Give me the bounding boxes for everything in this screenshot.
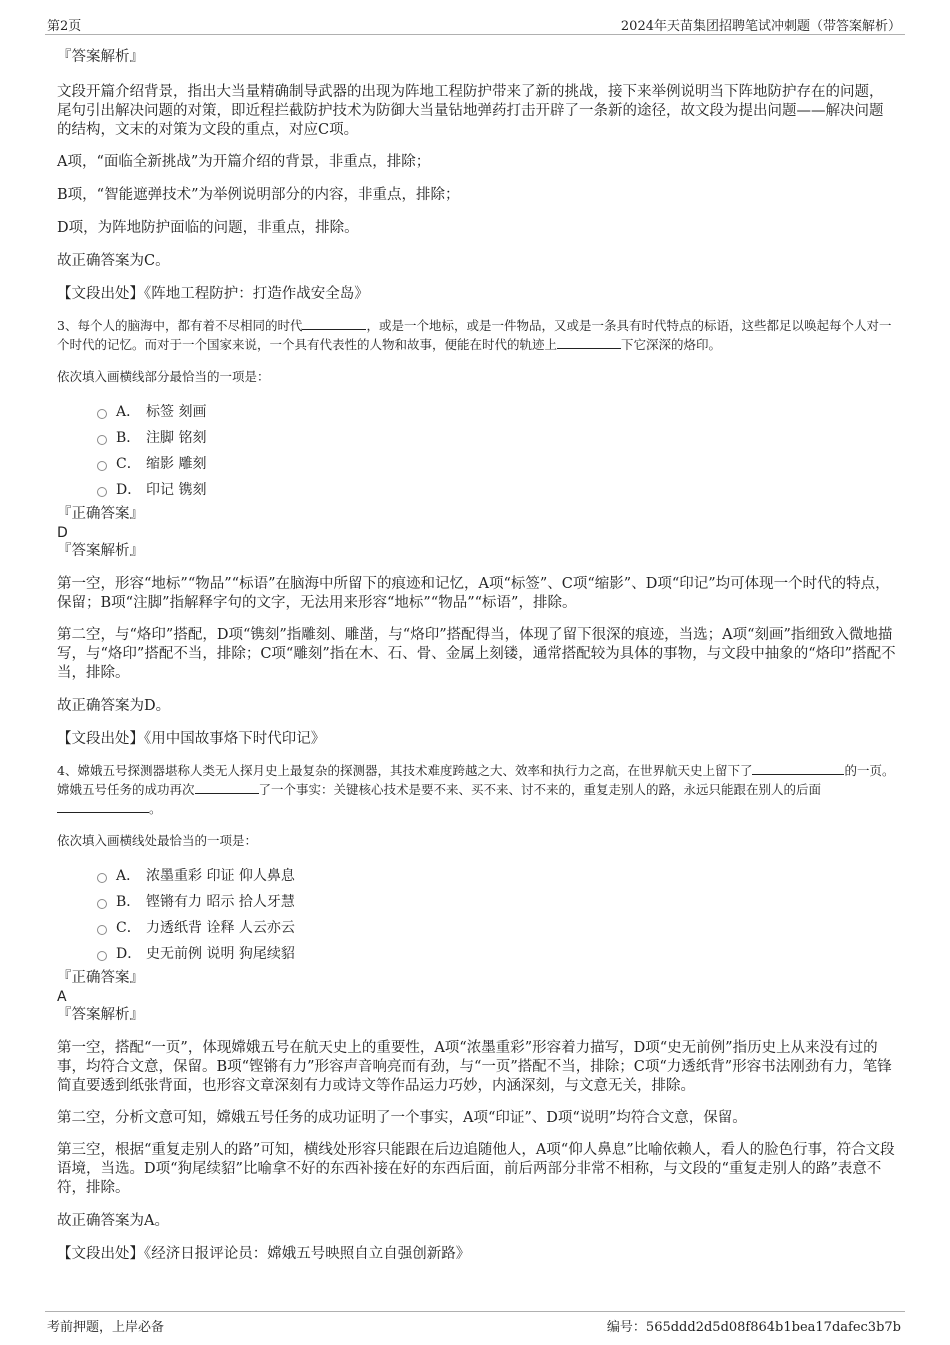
analysis-paragraph: D项，为阵地防护面临的问题，非重点，排除。 (57, 220, 359, 236)
document-title: 2024年天苗集团招聘笔试冲刺题（带答案解析） (620, 19, 901, 34)
radio-icon[interactable] (97, 951, 107, 961)
radio-icon[interactable] (97, 873, 107, 883)
analysis-paragraph: 文段开篇介绍背景，指出大当量精确制导武器的出现为阵地工程防护带来了新的挑战，接下来举例说明当下阵地防护存在的问题，尾句引出解决问题的对策，即近程拦截防护技术为防御大当量钻地弹药打击开辟了一条新的途径，故文段为提出问题——解决问题的结构，文末的对策为文段的重点，对应C项。 (57, 84, 884, 138)
footer-slogan: 考前押题，上岸必备 (47, 1320, 165, 1335)
document-content (57, 44, 897, 1264)
source-citation: 【文段出处】《用中国故事烙下时代印记》 (57, 731, 326, 747)
fill-blank (557, 336, 621, 349)
option-a[interactable]: A． 标签 刻画 (57, 398, 897, 424)
analysis-paragraph: 第一空，形容“地标”“物品”“标语”在脑海中所留下的痕迹和记忆，A项“标签”、C项“缩影”、D项“印记”均可体现一个时代的特点，保留；B项“注脚”指解释字句的文字，无法用来形容“地标”“物品”“标语”，排除。 (57, 576, 890, 611)
correct-answer-label: 『正确答案』 (57, 506, 144, 522)
option-c[interactable]: C． 缩影 雕刻 (57, 450, 897, 476)
page-footer (45, 1311, 905, 1334)
document-code: 编号：565ddd2d5d08f864b1bea17dafec3b7b (606, 1320, 901, 1335)
page-number: 第2页 (47, 19, 82, 34)
option-d[interactable]: D． 印记 镌刻 (57, 476, 897, 502)
question-3-stem: 3、每个人的脑海中，都有着不尽相同的时代 ，或是一个地标，或是一件物品，又或是一条具有时代特点的标语，这些都足以唤起每个人对一个时代的记忆。而对于一个国家来说，一个具有代表性的人物和故事，便能在时代的轨迹上 下它深深的烙印。 (57, 318, 892, 352)
question-4-options (57, 862, 897, 966)
analysis-label: 『答案解析』 (57, 543, 144, 559)
question-3-prompt: 依次填入画横线部分最恰当的一项是： (57, 369, 270, 384)
fill-blank (195, 781, 259, 794)
question-4-prompt: 依次填入画横线处最恰当的一项是： (57, 833, 258, 848)
analysis-paragraph: B项，“智能遮弹技术”为举例说明部分的内容，非重点，排除； (57, 187, 460, 203)
fill-blank (57, 800, 149, 813)
analysis-paragraph: 第三空，根据“重复走别人的路”可知，横线处形容只能跟在后边追随他人，A项“仰人鼻息”比喻依赖人，看人的脸色行事，符合文段语境，当选。D项“狗尾续貂”比喻拿不好的东西补接在好的东西后面，前后两部分非常不相称，与文段的“重复走别人的路”表意不符，排除。 (57, 1142, 895, 1196)
option-c[interactable]: C． 力透纸背 诠释 人云亦云 (57, 914, 897, 940)
fill-blank (302, 317, 366, 330)
correct-answer: D (57, 525, 68, 541)
page-header (45, 12, 905, 35)
question-3-options (57, 398, 897, 502)
correct-answer-label: 『正确答案』 (57, 970, 144, 986)
answer-conclusion: 故正确答案为A。 (57, 1213, 169, 1229)
analysis-paragraph: A项，“面临全新挑战”为开篇介绍的背景，非重点，排除； (57, 154, 431, 170)
radio-icon[interactable] (97, 925, 107, 935)
source-citation: 【文段出处】《经济日报评论员：嫦娥五号映照自立自强创新路》 (57, 1246, 471, 1262)
correct-answer: A (57, 989, 67, 1005)
analysis-paragraph: 第二空，分析文意可知，嫦娥五号任务的成功证明了一个事实，A项“印证”、D项“说明”均符合文意，保留。 (57, 1110, 747, 1126)
source-citation: 【文段出处】《阵地工程防护：打造作战安全岛》 (57, 286, 369, 302)
answer-conclusion: 故正确答案为D。 (57, 698, 171, 714)
answer-conclusion: 故正确答案为C。 (57, 253, 170, 269)
option-a[interactable]: A． 浓墨重彩 印证 仰人鼻息 (57, 862, 897, 888)
analysis-paragraph: 第二空，与“烙印”搭配，D项“镌刻”指雕刻、雕凿，与“烙印”搭配得当，体现了留下很深的痕迹，当选；A项“刻画”指细致入微地描写，与“烙印”搭配不当，排除；C项“雕刻”指在木、石、骨、金属上刻镂，通常搭配较为具体的事物，与文段中抽象的“烙印”搭配不当，排除。 (57, 627, 896, 681)
analysis-paragraph: 第一空，搭配“一页”，体现嫦娥五号在航天史上的重要性，A项“浓墨重彩”形容着力描写，D项“史无前例”指历史上从来没有过的事，均符合文意，保留。B项“铿锵有力”形容声音响亮而有劲，与“一页”搭配不当，排除；C项“力透纸背”形容书法刚劲有力，笔锋简直要透到纸张背面，也形容文章深刻有力或诗文等作品运力巧妙，内涵深刻，与文意无关，排除。 (57, 1040, 892, 1094)
fill-blank (752, 762, 844, 775)
option-d[interactable]: D． 史无前例 说明 狗尾续貂 (57, 940, 897, 966)
analysis-label: 『答案解析』 (57, 49, 144, 65)
question-4-stem: 4、嫦娥五号探测器堪称人类无人探月史上最复杂的探测器，其技术难度跨越之大、效率和执行力之高，在世界航天史上留下了 的一页。嫦娥五号任务的成功再次 了一个事实：关键核心技术是要不来、买不来、讨不来的，重复走别人的路，永远只能跟在别人的后面。 (57, 763, 895, 816)
analysis-label: 『答案解析』 (57, 1007, 144, 1023)
radio-icon[interactable] (97, 461, 107, 471)
option-b[interactable]: B． 注脚 铭刻 (57, 424, 897, 450)
radio-icon[interactable] (97, 409, 107, 419)
radio-icon[interactable] (97, 899, 107, 909)
radio-icon[interactable] (97, 487, 107, 497)
option-b[interactable]: B． 铿锵有力 昭示 拾人牙慧 (57, 888, 897, 914)
radio-icon[interactable] (97, 435, 107, 445)
